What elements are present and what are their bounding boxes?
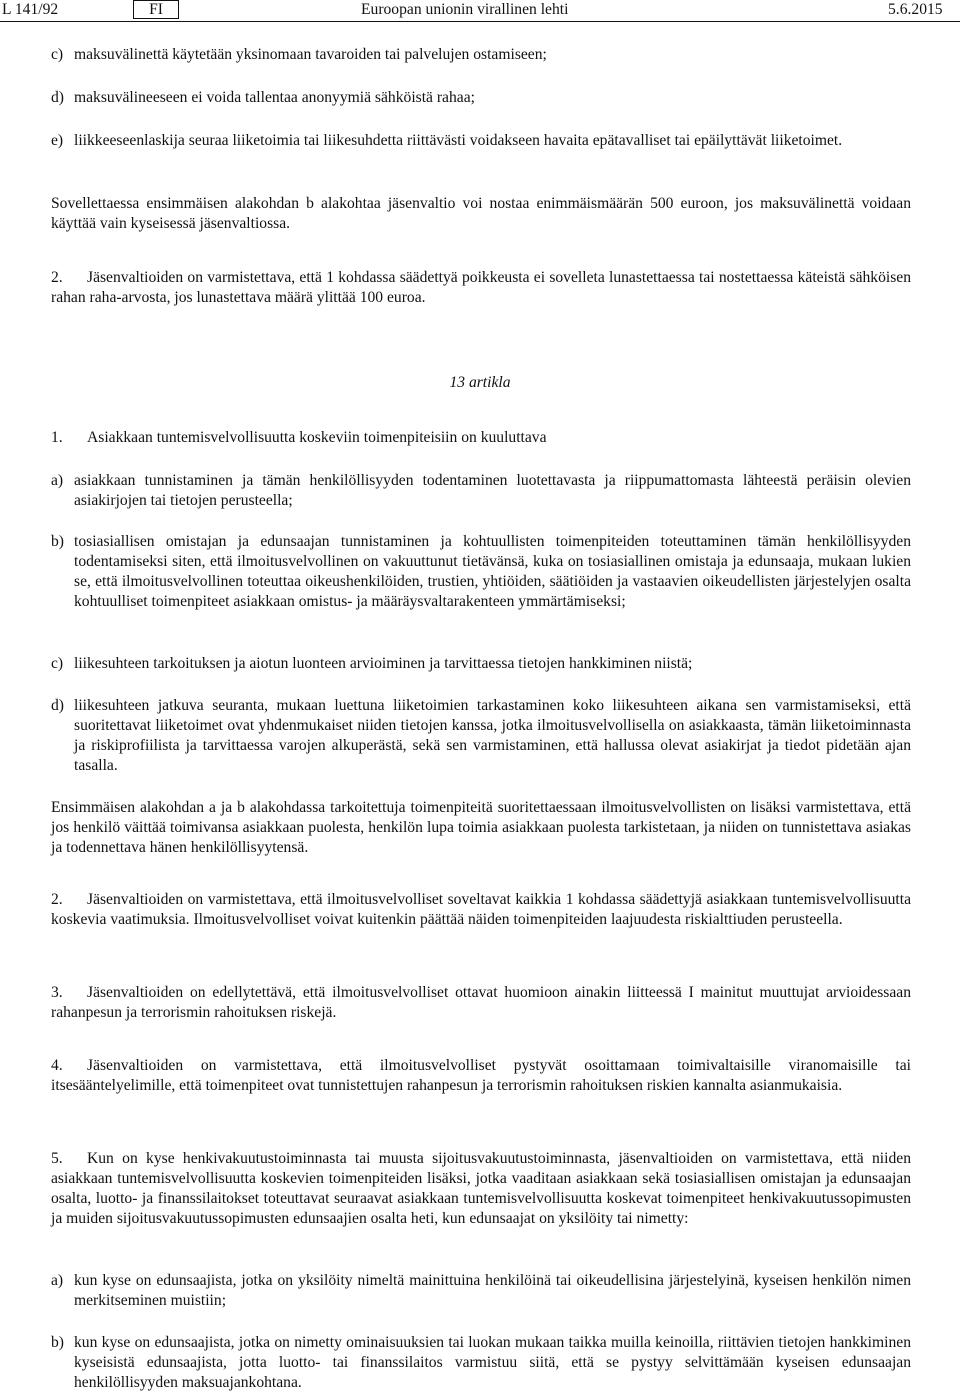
list-item-text: liikesuhteen jatkuva seuranta, mukaan luettuna liiketoimien tarkastaminen koko liikesuhteen aikana sen varmistamiseksi, että suoritettavat liiketoimet ovat yhdenmukaiset niiden tietojen kanssa, jotka ilmoitusvelvollisella on asiakkaasta, tämän liiketoiminnasta ja riskiprofiilista ja tarvittaessa varojen alkuperästä, sekä sen varmistaminen, että hallussa olevat asiakirjat ja tiedot pidetään ajan tasalla.: [74, 697, 911, 774]
paragraph-number: 3.: [51, 984, 63, 1001]
paragraph-number: 2.: [51, 269, 63, 286]
list-item-label: e): [51, 132, 64, 149]
paragraph-text: Kun on kyse henkivakuutustoiminnasta tai muusta sijoitusvakuutustoiminnasta, jäsenvaltioiden on varmistettava, että niiden asiakkaan tuntemisvelvollisuutta koskevien toimenpiteiden lisäksi, jotka vaaditaan asiakkaan sekä tosiasiallisen omistajan ja edunsaajan osalta, luotto- ja finanssilaitokset toteuttavat seuraavat asiakkaan tuntemisvelvollisuutta koskevat toimenpiteet henkivakuutussopimusten ja muiden sijoitusvakuutussopimusten edunsaajien osalta heti, kun edunsaajat on yksilöity tai nimetty:: [51, 1150, 911, 1227]
article-paragraph-5: [51, 1149, 911, 1229]
paragraph-ensimmaisen: Ensimmäisen alakohdan a ja b alakohdassa tarkoitettuja toimenpiteitä suoritettaessaan ilmoitusvelvollisten on lisäksi varmistettava, että jos henkilö väittää toimivansa asiakkaan puolesta, henkilön lupa toimia asiakkaan puolesta tarkistetaan, ja niiden on tunnistettava asiakas ja todennettava hänen henkilöllisyytensä.: [51, 799, 911, 856]
paragraph-text: Asiakkaan tuntemisvelvollisuutta koskeviin toimenpiteisiin on kuuluttava: [87, 429, 547, 446]
list-item-label: c): [51, 46, 64, 63]
language-box: FI: [133, 0, 179, 19]
list-item-label: d): [51, 697, 64, 714]
publication-date: 5.6.2015: [888, 1, 943, 18]
paragraph-text: Jäsenvaltioiden on edellytettävä, että ilmoitusvelvolliset ottavat huomioon ainakin liitteessä I mainitut muuttujat arvioidessaan rahanpesun ja terrorismin rahoituksen riskejä.: [51, 984, 911, 1021]
paragraph-text: Jäsenvaltioiden on varmistettava, että ilmoitusvelvolliset pystyvät osoittamaan toimivaltaisille viranomaisille tai itsesääntelyelimille, että toimenpiteet ovat tunnistettujen rahanpesun ja terrorismin rahoituksen riskien kannalta asianmukaisia.: [51, 1057, 911, 1094]
article-title: 13 artikla: [449, 374, 511, 391]
list-item: [51, 45, 911, 65]
list-item-text: kun kyse on edunsaajista, jotka on yksilöity nimeltä mainittuina henkilöinä tai oikeudellisina järjestelyinä, kyseisen henkilön nimen merkitseminen muistiin;: [74, 1272, 911, 1309]
page-reference: L 141/92: [2, 1, 59, 18]
list-item-label: c): [51, 655, 64, 672]
header-divider: [0, 21, 960, 22]
list-item: [51, 1333, 911, 1393]
list-item-label: b): [51, 1334, 64, 1351]
paragraph-number: 5.: [51, 1150, 63, 1167]
list-item: [51, 471, 911, 511]
article-paragraph-1: [51, 428, 911, 448]
list-item-text: liikkeeseenlaskija seuraa liiketoimia tai liikesuhdetta riittävästi voidakseen havaita epätavalliset tai epäilyttävät liiketoimet.: [74, 132, 843, 149]
list-item: [51, 532, 911, 612]
paragraph-text: Jäsenvaltioiden on varmistettava, että ilmoitusvelvolliset soveltavat kaikkia 1 kohdassa säädettyjä asiakkaan tuntemisvelvollisuutta koskevia vaatimuksia. Ilmoitusvelvolliset voivat kuitenkin päättää näiden toimenpiteiden laajuudesta riskialttiuden perusteella.: [51, 891, 911, 928]
list-item: [51, 654, 911, 674]
page-header: [0, 0, 960, 20]
list-item-text: maksuvälineeseen ei voida tallentaa anonyymiä sähköistä rahaa;: [74, 89, 475, 106]
article-paragraph-3: [51, 983, 911, 1023]
article-paragraph-4: [51, 1056, 911, 1096]
list-item-label: d): [51, 89, 64, 106]
journal-title: Euroopan unionin virallinen lehti: [361, 1, 569, 18]
paragraph-text: Jäsenvaltioiden on varmistettava, että 1 kohdassa säädettyä poikkeusta ei sovelleta lunastettaessa tai nostettaessa käteistä sähköisen rahan raha-arvosta, jos lunastettava määrä ylittää 100 euroa.: [51, 269, 911, 306]
paragraph-sovellettaessa: Sovellettaessa ensimmäisen alakohdan b alakohtaa jäsenvaltio voi nostaa enimmäismäärän 500 euroon, jos maksuvälinettä voidaan käyttää vain kyseisessä jäsenvaltiossa.: [51, 195, 911, 232]
list-item: [51, 131, 911, 151]
list-item-text: liikesuhteen tarkoituksen ja aiotun luonteen arvioiminen ja tarvittaessa tietojen hankkiminen niistä;: [74, 655, 693, 672]
list-item-text: kun kyse on edunsaajista, jotka on nimetty ominaisuuksien tai luokan mukaan taikka muilla keinoilla, riittävien tietojen hankkiminen kyseisistä edunsaajista, jotta luotto- tai finanssilaitos varmistuu siitä, että se pystyy selvittämään kyseisen edunsaajan henkilöllisyyden maksuajankohtana.: [74, 1334, 911, 1391]
paragraph-number: 1.: [51, 429, 63, 446]
article-paragraph-2: [51, 890, 911, 930]
list-item-text: tosiasiallisen omistajan ja edunsaajan tunnistaminen ja kohtuullisten toimenpiteiden toteuttaminen tämän henkilöllisyyden todentamiseksi siten, että ilmoitusvelvollinen on vakuuttunut tietävänsä, kuka on tosiasiallinen omistaja ja edunsaaja, mukaan lukien se, että ilmoitusvelvollinen toteuttaa oikeushenkilöiden, trustien, yhtiöiden, säätiöiden ja vastaavien oikeudellisten järjestelyjen osalta kohtuulliset toimenpiteet asiakkaan omistus- ja määräysvaltarakenteen ymmärtämiseksi;: [74, 533, 911, 610]
list-item: [51, 696, 911, 776]
list-item-label: a): [51, 1272, 64, 1289]
list-item: [51, 1271, 911, 1311]
list-item-text: maksuvälinettä käytetään yksinomaan tavaroiden tai palvelujen ostamiseen;: [74, 46, 547, 63]
list-item: [51, 88, 911, 108]
list-item-text: asiakkaan tunnistaminen ja tämän henkilöllisyyden todentaminen luotettavasta ja riippumattomasta lähteestä peräisin olevien asiakirjojen tai tietojen perusteella;: [74, 472, 911, 509]
list-item-label: b): [51, 533, 64, 550]
paragraph-2: [51, 268, 911, 308]
paragraph-number: 4.: [51, 1057, 63, 1074]
list-item-label: a): [51, 472, 64, 489]
paragraph-number: 2.: [51, 891, 63, 908]
